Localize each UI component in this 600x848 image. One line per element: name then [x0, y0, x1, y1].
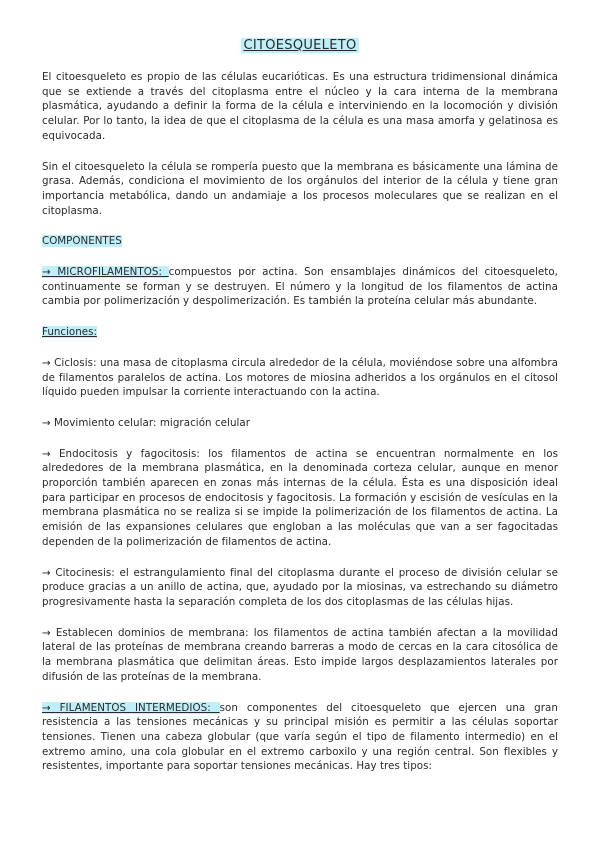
intro-paragraph-1: El citoesqueleto es propio de las células eucarióticas. Es una estructura tridimensional dinámica que se extiende a través del citoplasma entre el núcleo y la cara interna de la membrana plasmática, ayudando a definir la forma de la célula e interviniendo en la locomoción y división celular. Por lo tanto, la idea de que el citoplasma de la célula es una masa amorfa y gelatinosa es equivocada.: [42, 71, 558, 142]
document-title: CITOESQUELETO: [243, 38, 357, 53]
components-heading: COMPONENTES: [42, 235, 122, 248]
microfilamentos-label: → MICROFILAMENTOS:: [42, 266, 169, 279]
intermedios-paragraph: [42, 701, 558, 775]
intermedios-label: → FILAMENTOS INTERMEDIOS:: [42, 701, 220, 714]
funcion-endocitosis: → Endocitosis y fagocitosis: los filamentos de actina se encuentran normalmente en los alrededores de la membrana plasmática, en la denominada corteza celular, aunque en menor proporción también aparecen en zonas más internas de la célula. Ésta es una disposición ideal para participar en procesos de endocitosis y fagocitosis. La formación y escisión de vesículas en la membrana plasmática no se realiza si se impide la polimerización de los filamentos de actina. La emisión de las expansiones celulares que engloban a las moléculas que van a ser fagocitadas dependen de la polimerización de filamentos de actina.: [42, 447, 558, 548]
funcion-movimiento: → Movimiento celular: migración celular: [42, 416, 251, 429]
intro-paragraph-2: Sin el citoesqueleto la célula se rompería puesto que la membrana es básicamente una lámina de grasa. Además, condiciona el movimiento de los orgánulos del interior de la célula y tiene gran importancia metabólica, dando un andamiaje a los procesos moleculares que se realizan en el citoplasma.: [42, 160, 558, 217]
funcion-citocinesis: → Citocinesis: el estrangulamiento final del citoplasma durante el proceso de división celular se produce gracias a un anillo de actina, que, ayudado por la miosinas, va estrechando su diámetro progresivamente hasta la separación completa de los dos citoplasmas de las células hijas.: [42, 566, 558, 608]
intermedios-text: son componentes del citoesqueleto que ejercen una gran resistencia a las tensiones mecánicas y su principal misión es permitir a las células soportar tensiones. Tienen una cabeza globular (que varía según el tipo de filamento intermedio) en el extremo amino, una cola globular en el extremo carboxilo y una región central. Son flexibles y resistentes, importante para soportar tensiones mecánicas. Hay tres tipos:: [42, 701, 558, 773]
microfilamentos-paragraph: [42, 265, 558, 309]
funcion-dominios: → Establecen dominios de membrana: los filamentos de actina también afectan a la movilidad lateral de las proteínas de membrana creando barreras a modo de cercas en la cara citosólica de la membrana plasmática que delimitan áreas. Esto impide largos desplazamientos laterales por difusión de las proteínas de la membrana.: [42, 626, 558, 683]
microfilamentos-text: compuestos por actina. Son ensamblajes dinámicos del citoesqueleto, continuamente se forman y se destruyen. El número y la longitud de los filamentos de actina cambia por polimerización y despolimerización. Es también la proteína celular más abundante.: [42, 266, 559, 308]
funcion-ciclosis: → Ciclosis: una masa de citoplasma circula alrededor de la célula, moviéndose sobre una alfombra de filamentos paralelos de actina. Los motores de miosina adheridos a los orgánulos en el citosol líquido pueden impulsar la corriente interactuando con la actina.: [42, 356, 558, 399]
funciones-heading: Funciones:: [42, 326, 97, 339]
